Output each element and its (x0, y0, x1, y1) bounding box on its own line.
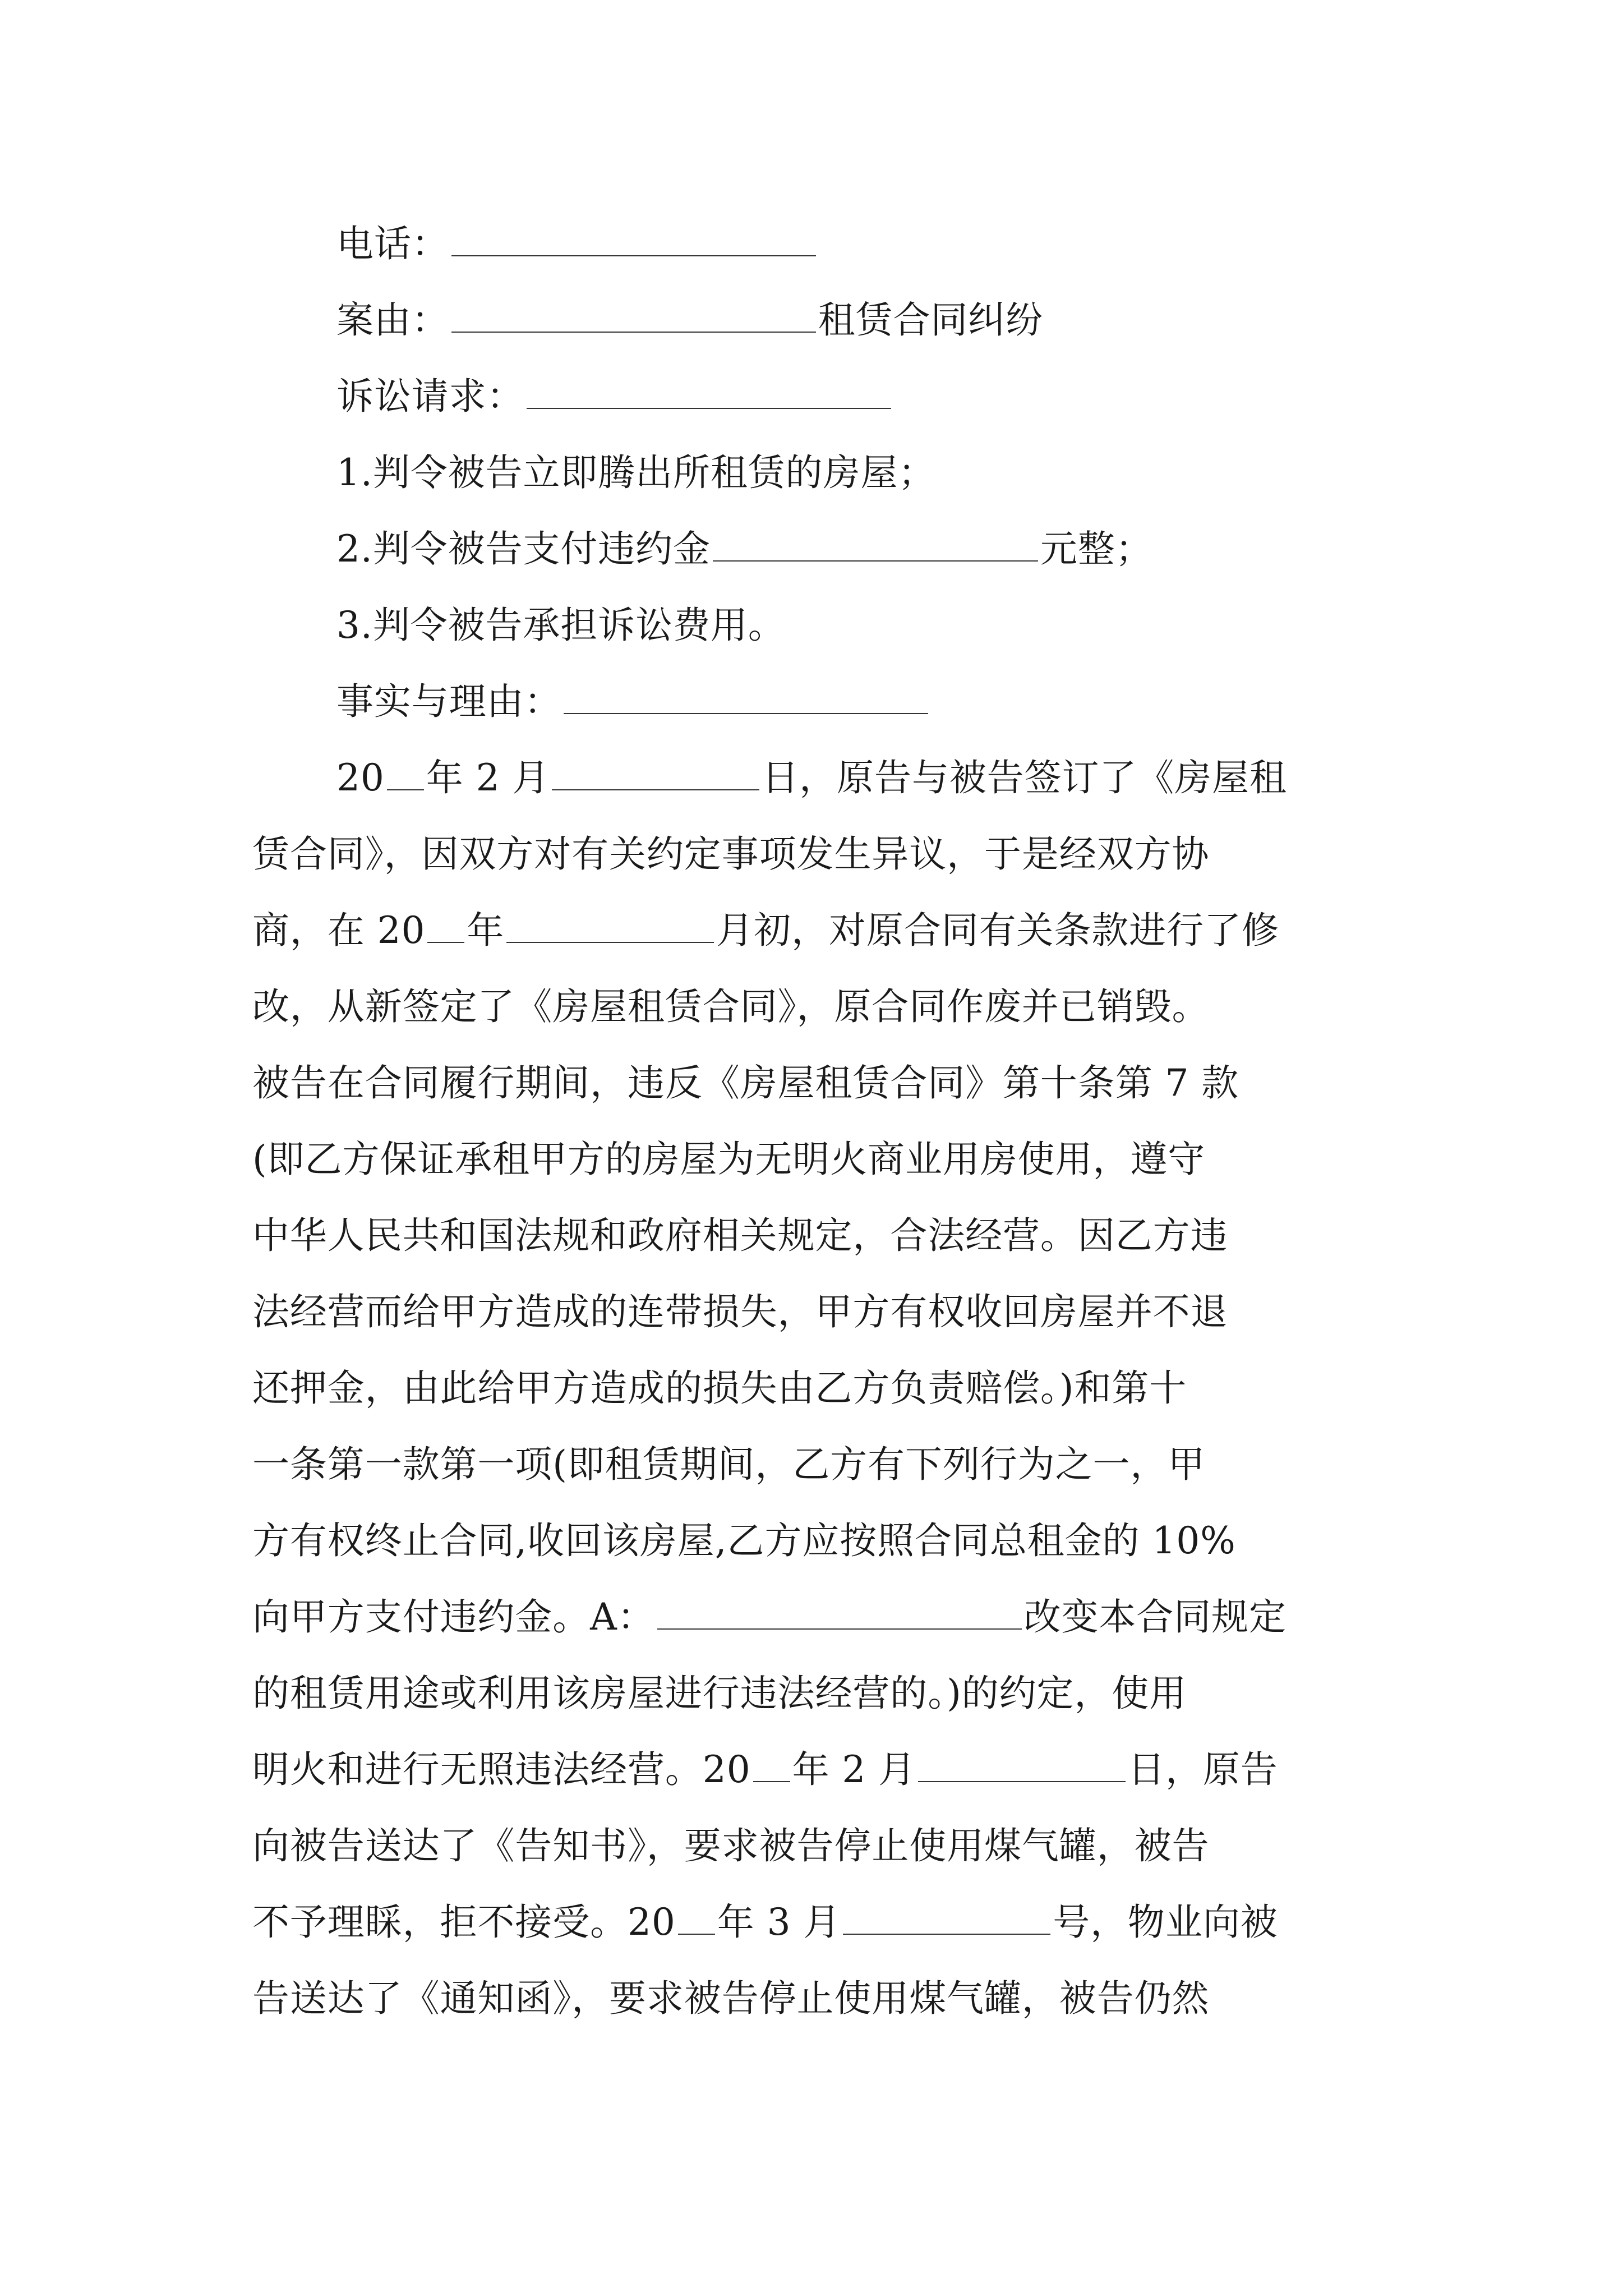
claims-heading-label: 诉讼请求： (336, 375, 524, 418)
cause-label: 案由： (336, 298, 449, 342)
claim-3-text: 3.判令被告承担诉讼费用。 (336, 604, 786, 647)
body-line-4 (252, 982, 1209, 1032)
body-line-15 (252, 1821, 1209, 1871)
body-line-13 (252, 1668, 1187, 1719)
body-line-1-part-a: 20 (336, 756, 385, 799)
claims-heading-blank (527, 375, 891, 409)
body-line-3-part-c: 月初，对原合同有关条款进行了修 (716, 909, 1279, 952)
body-line-6 (252, 1134, 1205, 1185)
facts-heading-label: 事实与理由： (336, 680, 562, 723)
claim-3 (336, 600, 786, 651)
body-line-10-text: 一条第一款第一项(即租赁期间，乙方有下列行为之一，甲 (252, 1443, 1206, 1486)
body-line-7 (252, 1211, 1228, 1261)
body-line-9 (252, 1363, 1187, 1414)
claim-2 (336, 524, 1153, 574)
phone-blank (451, 223, 816, 256)
body-line-15-text: 向被告送达了《告知书》，要求被告停止使用煤气罐，被告 (252, 1824, 1210, 1867)
phone-line (336, 219, 818, 269)
body-line-10 (252, 1439, 1205, 1490)
claims-heading-line (336, 371, 893, 422)
claim-2-suffix: 元整； (1040, 527, 1153, 570)
year-blank (427, 909, 464, 943)
body-line-12 (252, 1592, 1287, 1642)
body-line-1 (336, 753, 1287, 803)
body-line-11-text: 方有权终止合同,收回该房屋,乙方应按照合同总租金的 10% (252, 1519, 1236, 1562)
body-line-14-part-a: 明火和进行无照违法经营。20 (252, 1748, 751, 1791)
body-line-14 (252, 1745, 1278, 1795)
month-blank (506, 909, 714, 943)
body-line-12-part-c: 改变本合同规定 (1023, 1595, 1287, 1639)
body-line-5-text: 被告在合同履行期间，违反《房屋租赁合同》第十条第 7 款 (252, 1061, 1239, 1105)
body-line-9-text: 还押金，由此给甲方造成的损失由乙方负责赔偿。)和第十 (252, 1366, 1187, 1410)
body-line-8-text: 法经营而给甲方造成的连带损失，甲方有权收回房屋并不退 (252, 1290, 1228, 1333)
body-line-16-part-b: 年 3 月 (717, 1901, 841, 1944)
phone-label: 电话： (336, 222, 449, 265)
body-line-16 (252, 1897, 1278, 1948)
body-line-14-part-c: 日，原告 (1128, 1748, 1278, 1791)
facts-heading-blank (564, 680, 928, 714)
cause-line (336, 295, 1043, 346)
day-blank (552, 757, 759, 790)
claim-2-prefix: 2.判令被告支付违约金 (336, 527, 711, 570)
body-line-16-part-a: 不予理睬，拒不接受。20 (252, 1901, 676, 1944)
body-line-12-part-a: 向甲方支付违约金。A： (252, 1595, 655, 1639)
body-line-7-text: 中华人民共和国法规和政府相关规定，合法经营。因乙方违 (252, 1214, 1228, 1257)
body-line-16-part-c: 号，物业向被 (1053, 1901, 1278, 1944)
body-line-17-text: 告送达了《通知函》，要求被告停止使用煤气罐，被告仍然 (252, 1977, 1210, 2020)
body-line-11 (252, 1516, 1236, 1566)
cause-value: 租赁合同纠纷 (818, 298, 1044, 342)
body-line-3-part-b: 年 (467, 909, 505, 952)
body-line-3 (252, 905, 1279, 956)
cause-blank (451, 299, 816, 333)
clause-blank (657, 1596, 1022, 1630)
claim-1-text: 1.判令被告立即腾出所租赁的房屋； (336, 451, 936, 494)
body-line-2 (252, 829, 1209, 880)
date-blank (843, 1901, 1050, 1935)
body-line-13-text: 的租赁用途或利用该房屋进行违法经营的。)的约定，使用 (252, 1672, 1187, 1715)
facts-heading-line (336, 677, 930, 727)
year-blank (753, 1749, 790, 1782)
body-line-8 (252, 1287, 1228, 1337)
claim-2-blank (713, 528, 1038, 562)
body-line-1-part-b: 年 2 月 (426, 756, 550, 799)
body-line-5 (252, 1058, 1239, 1108)
claim-1 (336, 448, 935, 498)
body-line-2-text: 赁合同》，因双方对有关约定事项发生异议，于是经双方协 (252, 832, 1210, 876)
year-blank (387, 757, 424, 790)
body-line-6-text: (即乙方保证承租甲方的房屋为无明火商业用房使用，遵守 (252, 1138, 1206, 1181)
body-line-3-part-a: 商，在 20 (252, 909, 426, 952)
year-blank (678, 1901, 715, 1935)
body-line-4-text: 改，从新签定了《房屋租赁合同》，原合同作废并已销毁。 (252, 985, 1210, 1028)
body-line-1-part-c: 日，原告与被告签订了《房屋租 (762, 756, 1287, 799)
day-blank (918, 1749, 1126, 1782)
body-line-17 (252, 1973, 1209, 2024)
body-line-14-part-b: 年 2 月 (792, 1748, 916, 1791)
